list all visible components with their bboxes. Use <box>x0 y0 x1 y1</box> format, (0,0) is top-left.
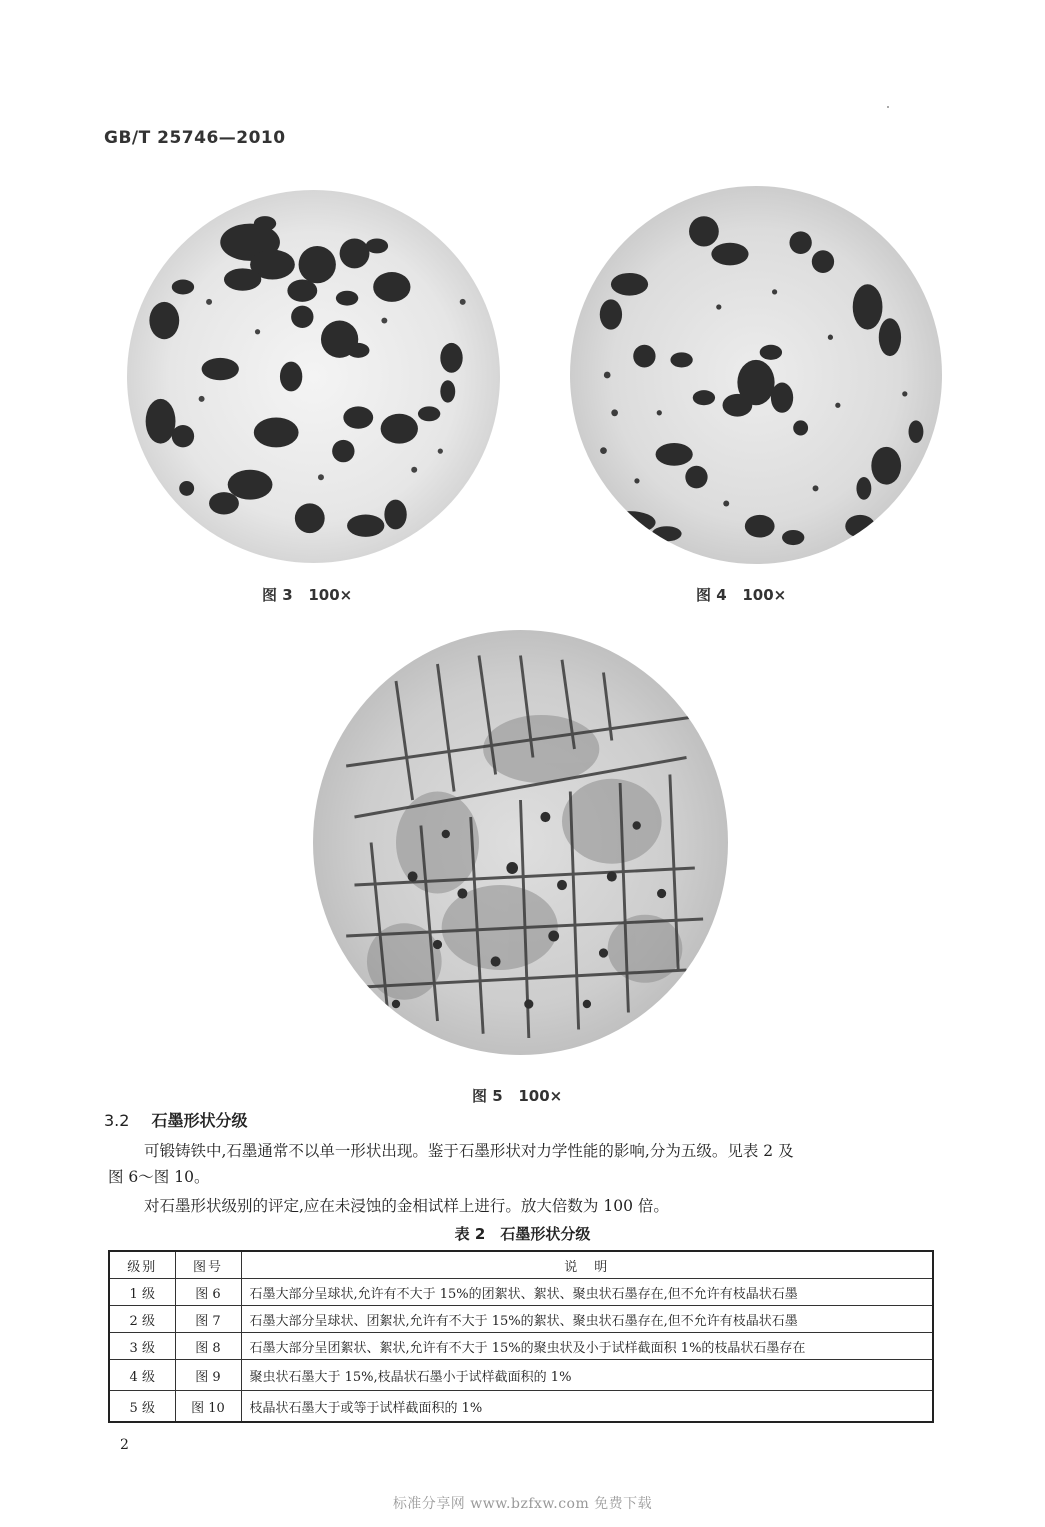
header-grade: 级别 <box>109 1251 175 1279</box>
graphite-grade-table <box>108 1250 934 1423</box>
section-number: 3.2 <box>104 1111 130 1130</box>
table-row <box>109 1360 933 1391</box>
cell-description: 石墨大部分呈团絮状、絮状,允许有不大于 15%的聚虫状及小于试样截面积 1%的枝晶状石墨存在 <box>241 1333 933 1360</box>
figure-3-caption <box>262 584 352 605</box>
cell-description: 枝晶状石墨大于或等于试样截面积的 1% <box>241 1391 933 1423</box>
cell-figure: 图 10 <box>175 1391 241 1423</box>
cell-grade: 5 级 <box>109 1391 175 1423</box>
header-description: 说 明 <box>241 1251 933 1279</box>
page-number: 2 <box>120 1437 129 1453</box>
cell-grade: 4 级 <box>109 1360 175 1391</box>
table-title: 表 2 石墨形状分级 <box>454 1225 591 1243</box>
table-row <box>109 1333 933 1360</box>
figure-5-magnification: 100× <box>518 1087 563 1105</box>
paragraph-1-line-2: 图 6～图 10。 <box>108 1168 210 1186</box>
paragraph-1-line-1: 可锻铸铁中,石墨通常不以单一形状出现。鉴于石墨形状对力学性能的影响,分为五级。见表 2 及 <box>144 1142 794 1160</box>
micrograph-figure-5 <box>313 630 728 1055</box>
table-row <box>109 1279 933 1306</box>
micrograph-figure-3 <box>127 190 500 563</box>
cell-figure: 图 9 <box>175 1360 241 1391</box>
cell-description: 石墨大部分呈球状,允许有不大于 15%的团絮状、絮状、聚虫状石墨存在,但不允许有枝晶状石墨 <box>241 1279 933 1306</box>
micrograph-figure-4 <box>570 186 942 564</box>
paragraph-2: 对石墨形状级别的评定,应在未浸蚀的金相试样上进行。放大倍数为 100 倍。 <box>144 1197 669 1215</box>
cell-figure: 图 7 <box>175 1306 241 1333</box>
figure-4-caption <box>696 584 786 605</box>
header-figure: 图号 <box>175 1251 241 1279</box>
figure-3-label: 图 3 <box>262 586 293 604</box>
cell-grade: 1 级 <box>109 1279 175 1306</box>
table-header-row <box>109 1251 933 1279</box>
cell-figure: 图 6 <box>175 1279 241 1306</box>
figure-4-magnification: 100× <box>742 586 787 604</box>
figure-4-label: 图 4 <box>696 586 727 604</box>
cell-description: 聚虫状石墨大于 15%,枝晶状石墨小于试样截面积的 1% <box>241 1360 933 1391</box>
figure-5-label: 图 5 <box>472 1087 503 1105</box>
cell-description: 石墨大部分呈球状、团絮状,允许有不大于 15%的絮状、聚虫状石墨存在,但不允许有枝晶状石墨 <box>241 1306 933 1333</box>
cell-grade: 2 级 <box>109 1306 175 1333</box>
standard-code: GB/T 25746—2010 <box>104 128 286 148</box>
cell-figure: 图 8 <box>175 1333 241 1360</box>
section-heading <box>104 1108 247 1131</box>
table-row <box>109 1391 933 1423</box>
cell-grade: 3 级 <box>109 1333 175 1360</box>
scan-speck <box>887 106 889 108</box>
figure-5-caption <box>472 1085 562 1106</box>
figure-3-magnification: 100× <box>308 586 353 604</box>
watermark-text: 标准分享网 www.bzfxw.com 免费下载 <box>392 1496 653 1512</box>
section-title: 石墨形状分级 <box>151 1111 248 1130</box>
table-row <box>109 1306 933 1333</box>
